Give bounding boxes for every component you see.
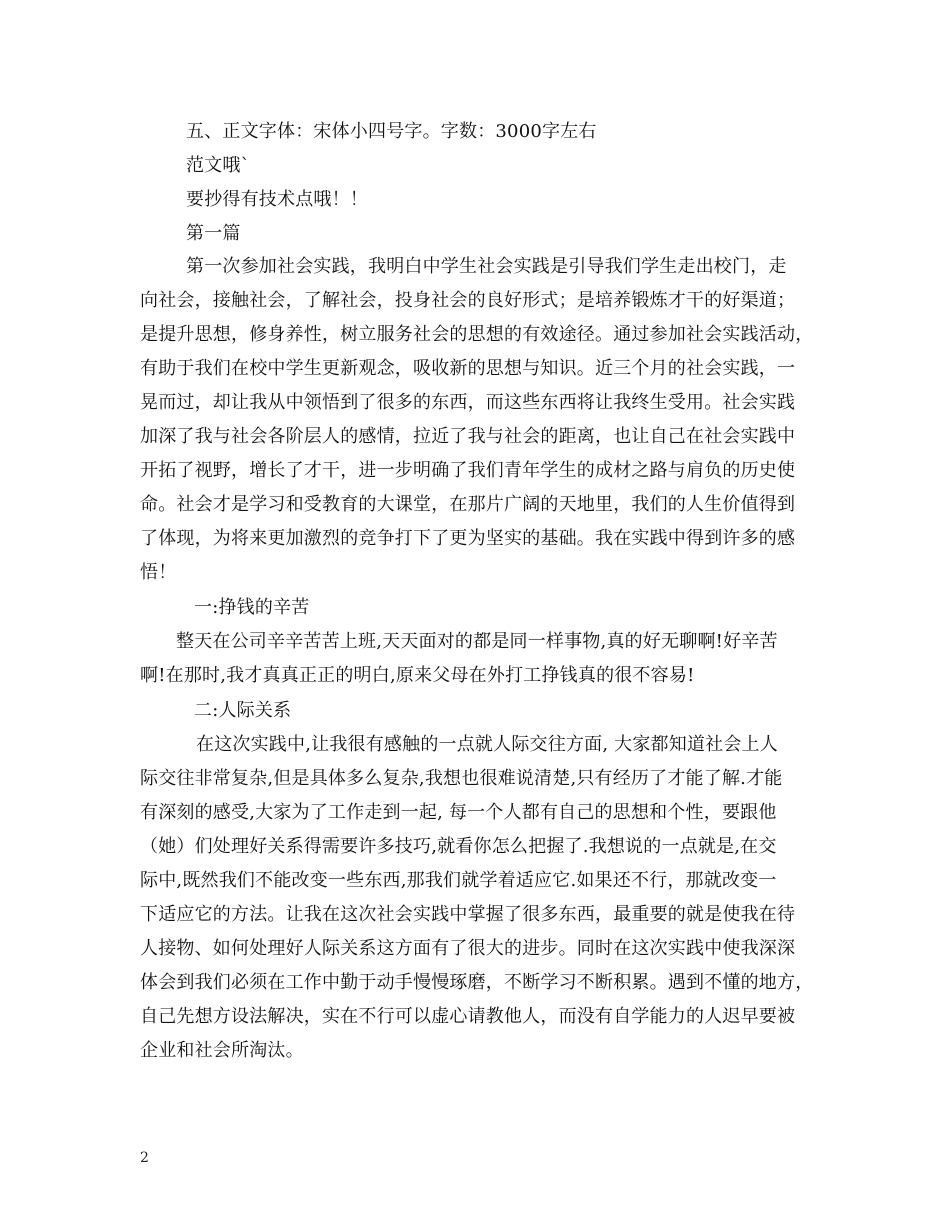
paragraph-1-line: 第一次参加社会实践，我明白中学生社会实践是引导我们学生走出校门，走 [186,256,787,277]
paragraph-1-line: 命。社会才是学习和受教育的大课堂，在那片广阔的天地里，我们的人生价值得到 [140,494,796,515]
section-2-line: 企业和社会所淘汰。 [140,1040,304,1061]
section-1-title: 一:挣钱的辛苦 [194,597,310,618]
paragraph-1-line: 晃而过，却让我从中领悟到了很多的东西，而这些东西将让我终生受用。社会实践 [140,392,796,413]
paragraph-1-line: 有助于我们在校中学生更新观念，吸收新的思想与知识。近三个月的社会实践，一 [140,358,796,379]
paragraph-1-line: 了体现，为将来更加激烈的竞争打下了更为坚实的基础。我在实践中得到许多的感 [140,528,796,549]
page-number: 2 [140,1150,149,1166]
section-1-line: 啊!在那时,我才真真正正的明白,原来父母在外打工挣钱真的很不容易! [140,665,695,686]
section-2-line: 自己先想方设法解决，实在不行可以虚心请教他人，而没有自学能力的人迟早要被 [140,1006,796,1027]
section-2-line: 人接物、如何处理好人际关系这方面有了很大的进步。同时在这次实践中使我深深 [140,938,796,959]
header-line-tip: 要抄得有技术点哦！！ [186,189,368,210]
paragraph-1-line: 悟！ [140,562,177,583]
paragraph-1-line: 向社会，接触社会，了解社会，投身社会的良好形式；是培养锻炼才干的好渠道； [140,290,796,311]
section-2-line: 体会到我们必须在工作中勤于动手慢慢琢磨，不断学习不断积累。遇到不懂的地方， [140,972,814,993]
paragraph-1-line: 是提升思想，修身养性，树立服务社会的思想的有效途径。通过参加社会实践活动， [140,324,814,345]
section-2-line: 际交往非常复杂,但是具体多么复杂,我想也很难说清楚,只有经历了才能了解.才能 [140,768,783,789]
paragraph-1-line: 开拓了视野，增长了才干，进一步明确了我们青年学生的成材之路与肩负的历史使 [140,460,796,481]
section-2-title: 二:人际关系 [194,700,292,721]
section-2-line: 际中,既然我们不能改变一些东西,那我们就学着适应它.如果还不行，那就改变一 [140,870,777,891]
header-line-font-spec: 五、正文字体：宋体小四号字。字数：3000字左右 [186,121,597,142]
paragraph-1-line: 加深了我与社会各阶层人的感情，拉近了我与社会的距离，也让自己在社会实践中 [140,426,796,447]
section-2-line: 下适应它的方法。让我在这次社会实践中掌握了很多东西，最重要的就是使我在待 [140,904,796,925]
section-1-line: 整天在公司辛辛苦苦上班,天天面对的都是同一样事物,真的好无聊啊!好辛苦 [176,631,778,652]
header-line-sample: 范文哦` [186,155,250,176]
section-2-line: 在这次实践中,让我很有感触的一点就人际交往方面, 大家都知道社会上人 [196,734,778,755]
section-2-line: （她）们处理好关系得需要许多技巧,就看你怎么把握了.我想说的一点就是,在交 [140,836,777,857]
section-2-line: 有深刻的感受,大家为了工作走到一起, 每一个人都有自己的思想和个性，要跟他 [140,802,777,823]
section-heading-first: 第一篇 [186,223,241,244]
